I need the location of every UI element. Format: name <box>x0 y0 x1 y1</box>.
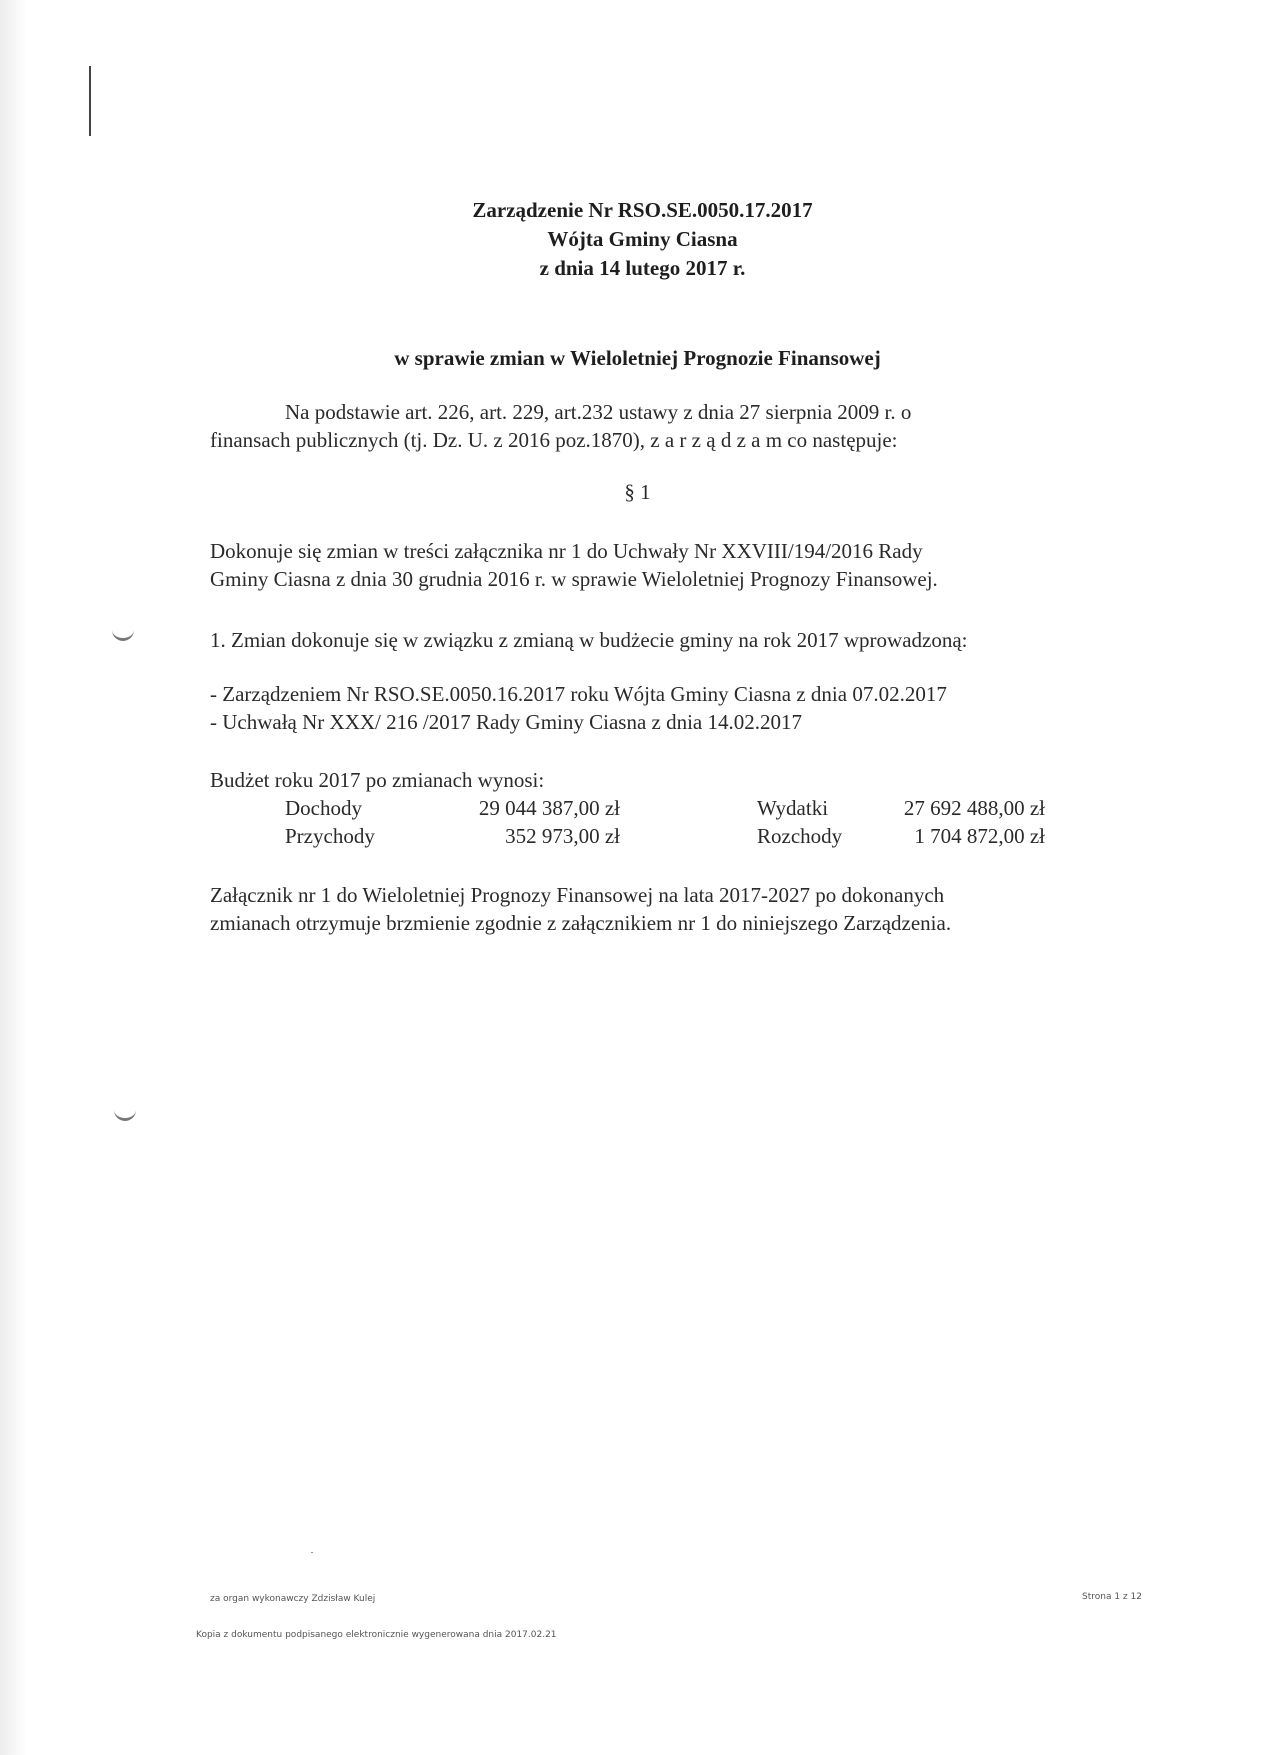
punch-hole-mark <box>112 628 134 641</box>
page-number: Strona 1 z 12 <box>1082 1592 1142 1602</box>
budget-value: 29 044 387,00 zł <box>478 796 620 820</box>
title-line: Zarządzenie Nr RSO.SE.0050.17.2017 <box>472 198 813 222</box>
budget-value: 352 973,00 zł <box>505 824 620 848</box>
changes-paragraph <box>210 537 1140 593</box>
scan-speck <box>311 1552 313 1553</box>
budget-intro: Budżet roku 2017 po zmianach wynosi: <box>210 768 545 792</box>
amendment-list <box>210 680 1140 736</box>
list-item: - Uchwałą Nr XXX/ 216 /2017 Rady Gminy Ciasna z dnia 14.02.2017 <box>210 710 802 734</box>
binder-mark <box>89 66 91 136</box>
text-line: Dokonuje się zmian w treści załącznika nr 1 do Uchwały Nr XXVIII/194/2016 Rady <box>210 539 923 563</box>
legal-basis-paragraph <box>210 398 1140 454</box>
budget-label: Rozchody <box>757 824 843 848</box>
document-title <box>0 196 1275 283</box>
budget-row <box>210 794 1110 822</box>
budget-value: 1 704 872,00 zł <box>914 824 1045 848</box>
document-subject: w sprawie zmian w Wieloletniej Prognozie Finansowej <box>394 346 881 370</box>
budget-label: Wydatki <box>757 796 829 820</box>
text-line: Gminy Ciasna z dnia 30 grudnia 2016 r. w sprawie Wieloletniej Prognozy Finansowej. <box>210 567 938 591</box>
budget-row <box>210 822 1110 850</box>
budget-summary <box>210 794 1110 850</box>
footer-copy-note: Kopia z dokumentu podpisanego elektronicznie wygenerowana dnia 2017.02.21 <box>196 1630 557 1640</box>
annex-paragraph <box>210 881 1140 937</box>
section-mark: § 1 <box>624 480 651 504</box>
punch-hole-mark <box>114 1108 136 1121</box>
text-line: zmianach otrzymuje brzmienie zgodnie z załącznikiem nr 1 do niniejszego Zarządzenia. <box>210 911 952 935</box>
text-line: Na podstawie art. 226, art. 229, art.232 ustawy z dnia 27 sierpnia 2009 r. o <box>285 400 912 424</box>
text-line: finansach publicznych (tj. Dz. U. z 2016 poz.1870), z a r z ą d z a m co następuje: <box>210 428 898 452</box>
reason-paragraph: 1. Zmian dokonuje się w związku z zmianą w budżecie gminy na rok 2017 wprowadzoną: <box>210 628 968 652</box>
title-line: z dnia 14 lutego 2017 r. <box>539 256 746 280</box>
budget-label: Dochody <box>285 796 362 820</box>
text-line: Załącznik nr 1 do Wieloletniej Prognozy Finansowej na lata 2017-2027 po dokonanych <box>210 883 945 907</box>
list-item: - Zarządzeniem Nr RSO.SE.0050.16.2017 roku Wójta Gminy Ciasna z dnia 07.02.2017 <box>210 682 947 706</box>
budget-label: Przychody <box>285 824 375 848</box>
budget-value: 27 692 488,00 zł <box>903 796 1045 820</box>
title-line: Wójta Gminy Ciasna <box>547 227 738 251</box>
footer-signer: za organ wykonawczy Zdzisław Kulej <box>210 1594 376 1604</box>
